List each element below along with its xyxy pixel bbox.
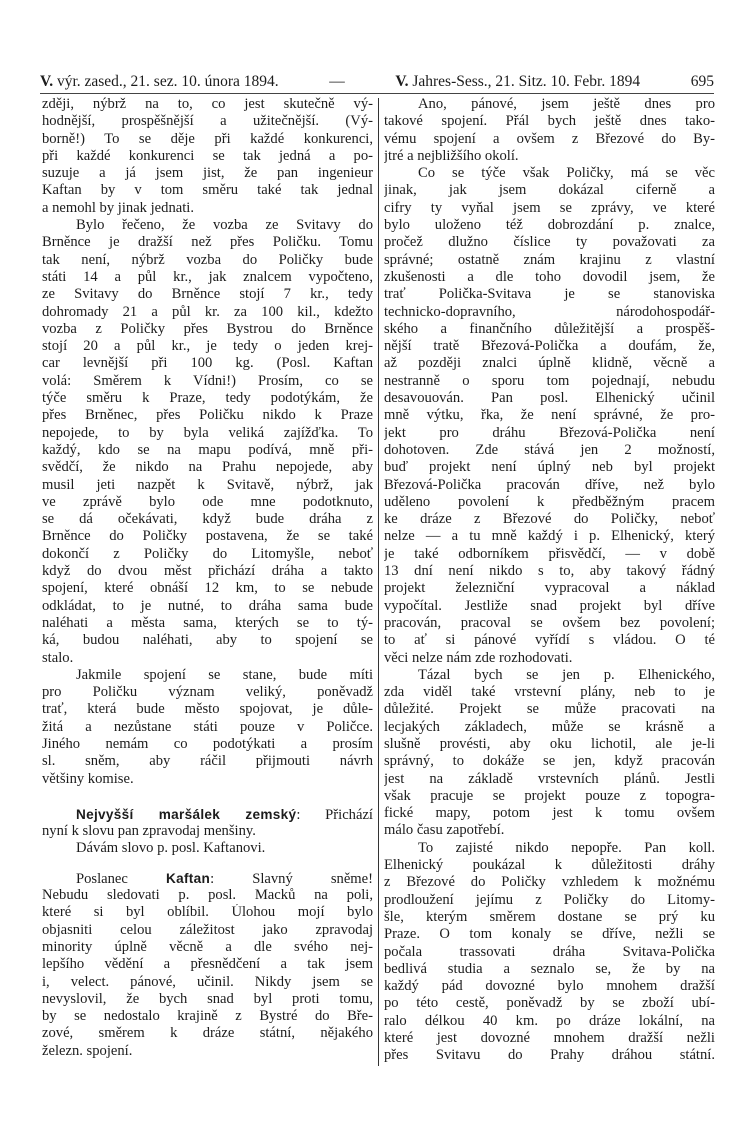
text-line: každý, kdo se na mapu podívá, mně při-: [42, 441, 373, 458]
text-line: Kaftan by v tom směru také tak jednal: [42, 182, 373, 199]
text-line: nyní k slovu pan zpravodaj menšiny.: [42, 823, 256, 840]
speaker-title: Poslanec: [76, 870, 166, 887]
header-dash: —: [329, 73, 345, 90]
text-line: spojení, které obnáší 12 km, to se nebude: [42, 580, 373, 597]
text-line: lecjakých základech, může se krásně a: [384, 718, 715, 735]
column-divider: [378, 98, 379, 1066]
text-line: správný, to dokáže se jen, když pracován: [384, 753, 715, 770]
right-column: [384, 96, 715, 1065]
speech-start: : Přichází: [296, 806, 373, 823]
text-line: ve zprávě bylo ode mne podotknuto,: [42, 493, 373, 510]
text-line: každý pád dovozné bylo mnohem dražší: [384, 978, 715, 995]
text-line: bylo uloženo též dobrozdání p. znalce,: [384, 217, 715, 234]
text-line: i, velect. pánové, učinil. Nikdy jsem se: [42, 973, 373, 990]
paragraph: [384, 165, 715, 667]
text-line: až později znalci úplně klidně, věcně a: [384, 355, 715, 372]
paragraph: [384, 667, 715, 840]
text-line: jekt pro dráhu Březová-Polička není: [384, 424, 715, 441]
text-line: je také odborníkem přisvědčí, — v době: [384, 545, 715, 562]
text-line: zději, nýbrž na to, co jest skutečně vý-: [42, 96, 373, 112]
text-line: Dávám slovo p. posl. Kaftanovi.: [76, 840, 266, 857]
left-column: [42, 96, 373, 1060]
text-line: musil jeti nazpět k Svitavě, nýbrž, jak: [42, 476, 373, 493]
text-line: věci nelze nám zde rozhodovati.: [384, 649, 573, 666]
header-session-de: Jahres-Sess., 21. Sitz. 10. Febr. 1894: [412, 73, 641, 90]
text-line: správné; ostatně znám krajinu z vlastní: [384, 251, 715, 268]
text-line: státi 14 a půl kr., jak znalcem vypočteno,: [42, 268, 373, 285]
text-line: volá: Směrem k Vídni!) Prosím, co se: [42, 372, 373, 389]
text-line: buď projekt není úplný neb byl projekt: [384, 459, 715, 476]
text-line: [42, 806, 373, 823]
text-line: však pracuje se projekt pouze z topogra-: [384, 787, 715, 804]
text-line: lepšího vědění a přesnědčení a tak jsem: [42, 956, 373, 973]
text-line: [42, 870, 373, 887]
text-line: se dá očekávati, když bude dráha z: [42, 511, 373, 528]
text-line: 13 dní není nikdo s to, aby takový řádný: [384, 563, 715, 580]
header-volume-cz: V.: [40, 73, 54, 90]
text-line: projekt železniční vypracoval a náklad: [384, 580, 715, 597]
text-line: jest na základě vrstevních plánů. Jestli: [384, 770, 715, 787]
text-line: nestranně o sporu tom pojednají, nebudu: [384, 372, 715, 389]
text-line: suzuje a já jsem jist, že pan ingenieur: [42, 165, 373, 182]
text-line: mně výtku, řka, že není správné, že pro-: [384, 407, 715, 424]
text-line: nelze — a tu mně každý i p. Elhenický, který: [384, 528, 715, 545]
text-line: stojí 20 a půl kr., je tedy o jeden krej-: [42, 338, 373, 355]
text-line: odkládat, to je nutné, to dráha sama bude: [42, 597, 373, 614]
text-line: nevyslovil, že bych snad byl proti tomu,: [42, 990, 373, 1007]
text-line: jinak, jak jsem dokázal ciferně a: [384, 182, 715, 199]
text-line: trať Polička-Svitava je se stanoviska: [384, 286, 715, 303]
text-line: zkušenosti a dle toho dovodil jsem, že: [384, 268, 715, 285]
text-line: pro Poličku význam veliký, poněvadž: [42, 684, 373, 701]
text-line: Březová-Polička pracován dříve, než bylo: [384, 476, 715, 493]
header-czech: [40, 73, 279, 91]
text-line: které si byl oblíbil. Úlohou mojí bylo: [42, 904, 373, 921]
text-line: car levnější při 100 kg. (Posl. Kaftan: [42, 355, 373, 372]
text-line: dokončí z Poličky do Litomyšle, neboť: [42, 545, 373, 562]
text-line: Bylo řečeno, že vozba ze Svitavy do: [76, 217, 373, 234]
speaker-name: Kaftan: [165, 870, 211, 886]
text-line: nepojede, to by byla veliká zajížďka. To: [42, 424, 373, 441]
text-line: vypočítal. Jestliže snad projekt byl dříve: [384, 597, 715, 614]
header-volume-de: V.: [395, 73, 409, 90]
text-line: Co se týče však Poličky, má se věc: [418, 165, 715, 182]
text-line: stalo.: [42, 649, 74, 666]
text-line: nější tratě Březová-Polička a doufám, že,: [384, 338, 715, 355]
text-line: žitá a nezůstane státi pouze v Poličce.: [42, 718, 373, 735]
text-line: dohotoven. Zde stává jen 2 možností,: [384, 441, 715, 458]
text-line: zové, směrem k dráze státní, nějakého: [42, 1025, 373, 1042]
text-line: slušně provésti, aby oku lichotil, ale je-li: [384, 735, 715, 752]
text-line: dohromady 21 a půl kr. za 100 kil., kdežto: [42, 303, 373, 320]
text-line: jtré a nejbližšího okolí.: [384, 147, 519, 164]
text-line: Tázal bych se jen p. Elhenického,: [418, 666, 715, 683]
text-line: když do dvou měst přichází dráha a takto: [42, 563, 373, 580]
paragraph: [384, 840, 715, 1065]
paragraph: [42, 667, 373, 788]
paragraph: [42, 96, 373, 217]
text-line: ralo délkou 40 km. po dráze lokální, na: [384, 1012, 715, 1029]
text-line: svědčí, že nikdo na Prahu nepojede, aby: [42, 459, 373, 476]
text-line: při každé konkurenci se tak jedná a po-: [42, 147, 373, 164]
text-line: cifry ty vyňal jsem se zprávy, ve které: [384, 199, 715, 216]
text-line: počala trassovati dráha Svitava-Polička: [384, 943, 715, 960]
text-line: naléhati a města sama, kterých se to tý-: [42, 614, 373, 631]
text-line: pracován, pracoval se ovšem bez povolení;: [384, 614, 715, 631]
text-line: vému spojení a ovšem z Březové do By-: [384, 130, 715, 147]
text-line: šle, kterým směrem dostane se prý ku: [384, 908, 715, 925]
speech-start: : Slavný sněme!: [210, 870, 373, 887]
text-line: Elhenický poukázal k důležitosti dráhy: [384, 857, 715, 874]
text-line: zda viděl také vrstevní plány, neb to je: [384, 684, 715, 701]
text-line: to ať si pánové vyřídí s vládou. O té: [384, 632, 715, 649]
text-line: železn. spojení.: [42, 1042, 133, 1059]
text-line: většiny komise.: [42, 770, 134, 787]
text-line: pročež dlužno číslice ty považovati za: [384, 234, 715, 251]
text-line: Brněnce do Poličky postavena, že se také: [42, 528, 373, 545]
text-line: minority úplně věcně a dle svého nej-: [42, 938, 373, 955]
speaker-paragraph: [42, 870, 373, 1060]
text-line: ká, budou naléhati, aby to spojení se: [42, 632, 373, 649]
header-session-cz: výr. zased., 21. sez. 10. února 1894.: [56, 73, 279, 90]
text-line: Jiného nemám co podotýkati a prosím: [42, 735, 373, 752]
text-line: po této cestě, poněvadž by se zboží ubí-: [384, 995, 715, 1012]
text-line: bedlivá studia a seznalo se, že by na: [384, 960, 715, 977]
text-line: Ano, pánové, jsem ještě dnes pro: [418, 96, 715, 112]
text-line: uděleno povolení k předběžným pracem: [384, 493, 715, 510]
paragraph: [42, 217, 373, 667]
text-line: trať, která bude město spojovat, je důle-: [42, 701, 373, 718]
text-line: které jest dovozné mnohem dražší nežli: [384, 1030, 715, 1047]
paragraph: [384, 96, 715, 165]
text-line: hodnější, prospěšnější a užitečnější. (Vý-: [42, 113, 373, 130]
running-header: [40, 73, 714, 93]
text-line: tak není, nýbrž vozba do Poličky bude: [42, 251, 373, 268]
speaker-paragraph: [42, 806, 373, 841]
text-line: borně!) To se děje při každé konkurenci,: [42, 130, 373, 147]
text-line: důležité. Projekt se může pracovati na: [384, 701, 715, 718]
text-line: vozba z Poličky přes Bystrou do Brněnce: [42, 320, 373, 337]
page-number: 695: [690, 73, 714, 90]
text-line: týče směru k Praze, tedy podotýkám, že: [42, 390, 373, 407]
text-line: sl. sněm, aby ráčil přijmouti návrh: [42, 753, 373, 770]
text-line: To zajisté nikdo nepopře. Pan koll.: [418, 839, 715, 856]
text-line: přes Svitavu do Prahy dráhou státní.: [384, 1047, 715, 1064]
text-line: ke dráze z Březové do Poličky, neboť: [384, 511, 715, 528]
text-line: desavouován. Pan posl. Elhenický učinil: [384, 390, 715, 407]
text-line: ského a finančního důležitější a prospěš-: [384, 320, 715, 337]
paragraph: [42, 840, 373, 857]
text-line: ze Svitavy do Brněnce stojí 7 kr., tedy: [42, 286, 373, 303]
text-line: technicko-dopravního, národohospodář-: [384, 303, 715, 320]
text-line: takové spojení. Přál bych ještě dnes tako-: [384, 113, 715, 130]
text-line: objasniti celou záležitost jako zpravodaj: [42, 921, 373, 938]
text-line: prodloužení jejímu z Poličky do Litomy-: [384, 891, 715, 908]
header-german: [395, 73, 640, 91]
text-line: a nemohl by jinak jednati.: [42, 199, 194, 216]
text-line: Brněnce je dražší než přes Poličku. Tomu: [42, 234, 373, 251]
text-line: Nebudu sledovati p. posl. Macků na poli,: [42, 887, 373, 904]
text-line: přes Brněnec, přes Poličku nikdo k Praze: [42, 407, 373, 424]
speaker-name: Nejvyšší maršálek zemský: [76, 806, 297, 822]
header-rule: [40, 93, 714, 94]
text-line: Jakmile spojení se stane, bude míti: [76, 666, 373, 683]
text-line: Praze. O tom konaly se dříve, nežli se: [384, 926, 715, 943]
text-line: málo času zapotřebí.: [384, 822, 505, 839]
text-line: z Březové do Poličky vzhledem k možnému: [384, 874, 715, 891]
text-line: by se nedostalo krajině z Bystré do Bře-: [42, 1008, 373, 1025]
text-line: fické mapy, potom jest k tomu ovšem: [384, 805, 715, 822]
